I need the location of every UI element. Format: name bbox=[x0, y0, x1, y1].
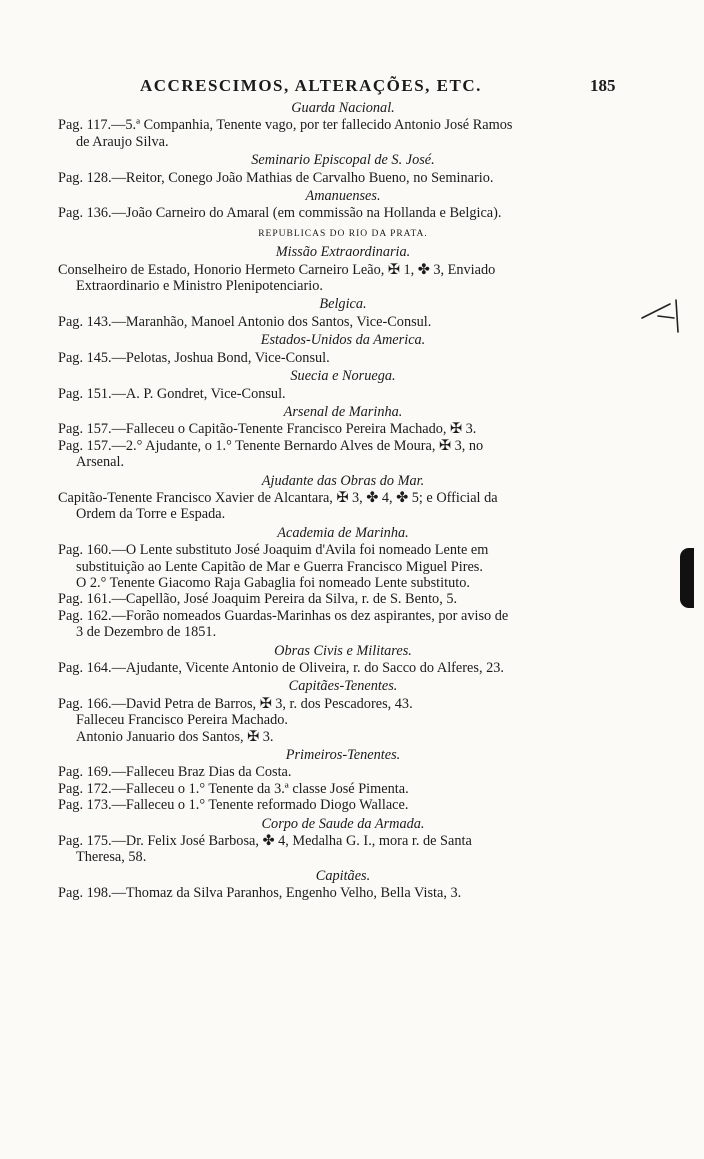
section-subheading: Missão Extraordinaria. bbox=[275, 244, 411, 261]
entry-line: Pag. 145.—Pelotas, Joshua Bond, Vice-Consul. bbox=[58, 349, 330, 366]
entry-line: Pag. 160.—O Lente substituto José Joaquim d'Avila foi nomeado Lente em bbox=[58, 542, 489, 559]
entry-continuation: de Araujo Silva. bbox=[76, 133, 169, 150]
entry-line: O 2.° Tenente Giacomo Raja Gabaglia foi nomeado Lente substituto. bbox=[76, 574, 470, 591]
section-heading: Arsenal de Marinha. bbox=[283, 403, 403, 420]
section-heading: Obras Civis e Militares. bbox=[274, 642, 412, 659]
entry-line: Pag. 157.—2.° Ajudante, o 1.° Tenente Bernardo Alves de Moura, ✠ 3, no bbox=[58, 437, 484, 454]
section-heading: Primeiros-Tenentes. bbox=[285, 747, 401, 764]
entry-line: Pag. 161.—Capellão, José Joaquim Pereira da Silva, r. de S. Bento, 5. bbox=[58, 591, 458, 608]
entry-line: Pag. 162.—Forão nomeados Guardas-Marinhas os dez aspirantes, por aviso de bbox=[58, 607, 509, 624]
entry-continuation: Arsenal. bbox=[76, 454, 125, 471]
entry-line: Conselheiro de Estado, Honorio Hermeto Carneiro Leão, ✠ 1, ✤ 3, Enviado bbox=[58, 261, 496, 278]
entry-continuation: substituição ao Lente Capitão de Mar e Guerra Francisco Miguel Pires. bbox=[76, 558, 483, 575]
entry-line: Pag. 128.—Reitor, Conego João Mathias de Carvalho Bueno, no Seminario. bbox=[58, 169, 494, 186]
section-heading: Seminario Episcopal de S. José. bbox=[251, 152, 435, 169]
entry-line: Pag. 117.—5.ª Companhia, Tenente vago, por ter fallecido Antonio José Ramos bbox=[58, 117, 513, 134]
margin-pencil-mark-icon bbox=[640, 296, 684, 336]
entry-line: Pag. 157.—Falleceu o Capitão-Tenente Francisco Pereira Machado, ✠ 3. bbox=[58, 421, 477, 438]
section-heading: Ajudante das Obras do Mar. bbox=[261, 472, 425, 489]
section-heading: Belgica. bbox=[319, 296, 367, 313]
section-heading: Estados-Unidos da America. bbox=[260, 332, 426, 349]
section-heading: Corpo de Saude da Armada. bbox=[261, 815, 425, 832]
entry-line: Antonio Januario dos Santos, ✠ 3. bbox=[76, 728, 274, 745]
section-heading: Capitães-Tenentes. bbox=[288, 678, 398, 695]
page-header bbox=[0, 76, 704, 100]
entry-line: Pag. 173.—Falleceu o 1.° Tenente reformado Diogo Wallace. bbox=[58, 797, 409, 814]
running-title: ACCRESCIMOS, ALTERAÇÕES, ETC. bbox=[140, 76, 482, 95]
page-body bbox=[58, 98, 628, 902]
entry-line: Pag. 198.—Thomaz da Silva Paranhos, Engenho Velho, Bella Vista, 3. bbox=[58, 885, 462, 902]
entry-line: Pag. 169.—Falleceu Braz Dias da Costa. bbox=[58, 764, 292, 781]
entry-continuation: 3 de Dezembro de 1851. bbox=[76, 624, 217, 641]
section-heading-caps: REPUBLICAS DO RIO DA PRATA. bbox=[258, 228, 428, 239]
section-heading: Guarda Nacional. bbox=[291, 100, 395, 116]
entry-line: Pag. 164.—Ajudante, Vicente Antonio de Oliveira, r. do Sacco do Alferes, 23. bbox=[58, 660, 504, 676]
section-heading: Capitães. bbox=[315, 867, 371, 884]
entry-continuation: Ordem da Torre e Espada. bbox=[76, 506, 226, 523]
entry-line: Pag. 143.—Maranhão, Manoel Antonio dos Santos, Vice-Consul. bbox=[58, 313, 432, 330]
entry-line: Pag. 151.—A. P. Gondret, Vice-Consul. bbox=[58, 385, 286, 402]
thumb-tab-mark bbox=[680, 548, 694, 608]
page-number: 185 bbox=[590, 76, 616, 95]
section-heading: Suecia e Noruega. bbox=[290, 368, 396, 385]
entry-line: Pag. 175.—Dr. Felix José Barbosa, ✤ 4, Medalha G. I., mora r. de Santa bbox=[58, 833, 472, 850]
entry-line: Capitão-Tenente Francisco Xavier de Alcantara, ✠ 3, ✤ 4, ✤ 5; e Official da bbox=[58, 489, 498, 506]
entry-line: Falleceu Francisco Pereira Machado. bbox=[76, 712, 288, 729]
entry-continuation: Extraordinario e Ministro Plenipotenciario. bbox=[76, 278, 323, 295]
entry-continuation: Theresa, 58. bbox=[76, 849, 147, 866]
entry-line: Pag. 166.—David Petra de Barros, ✠ 3, r. dos Pescadores, 43. bbox=[58, 695, 413, 712]
entry-line: Pag. 136.—João Carneiro do Amaral (em commissão na Hollanda e Belgica). bbox=[58, 205, 502, 222]
section-heading: Amanuenses. bbox=[305, 188, 381, 205]
section-heading: Academia de Marinha. bbox=[277, 524, 409, 541]
entry-line: Pag. 172.—Falleceu o 1.° Tenente da 3.ª classe José Pimenta. bbox=[58, 780, 409, 797]
